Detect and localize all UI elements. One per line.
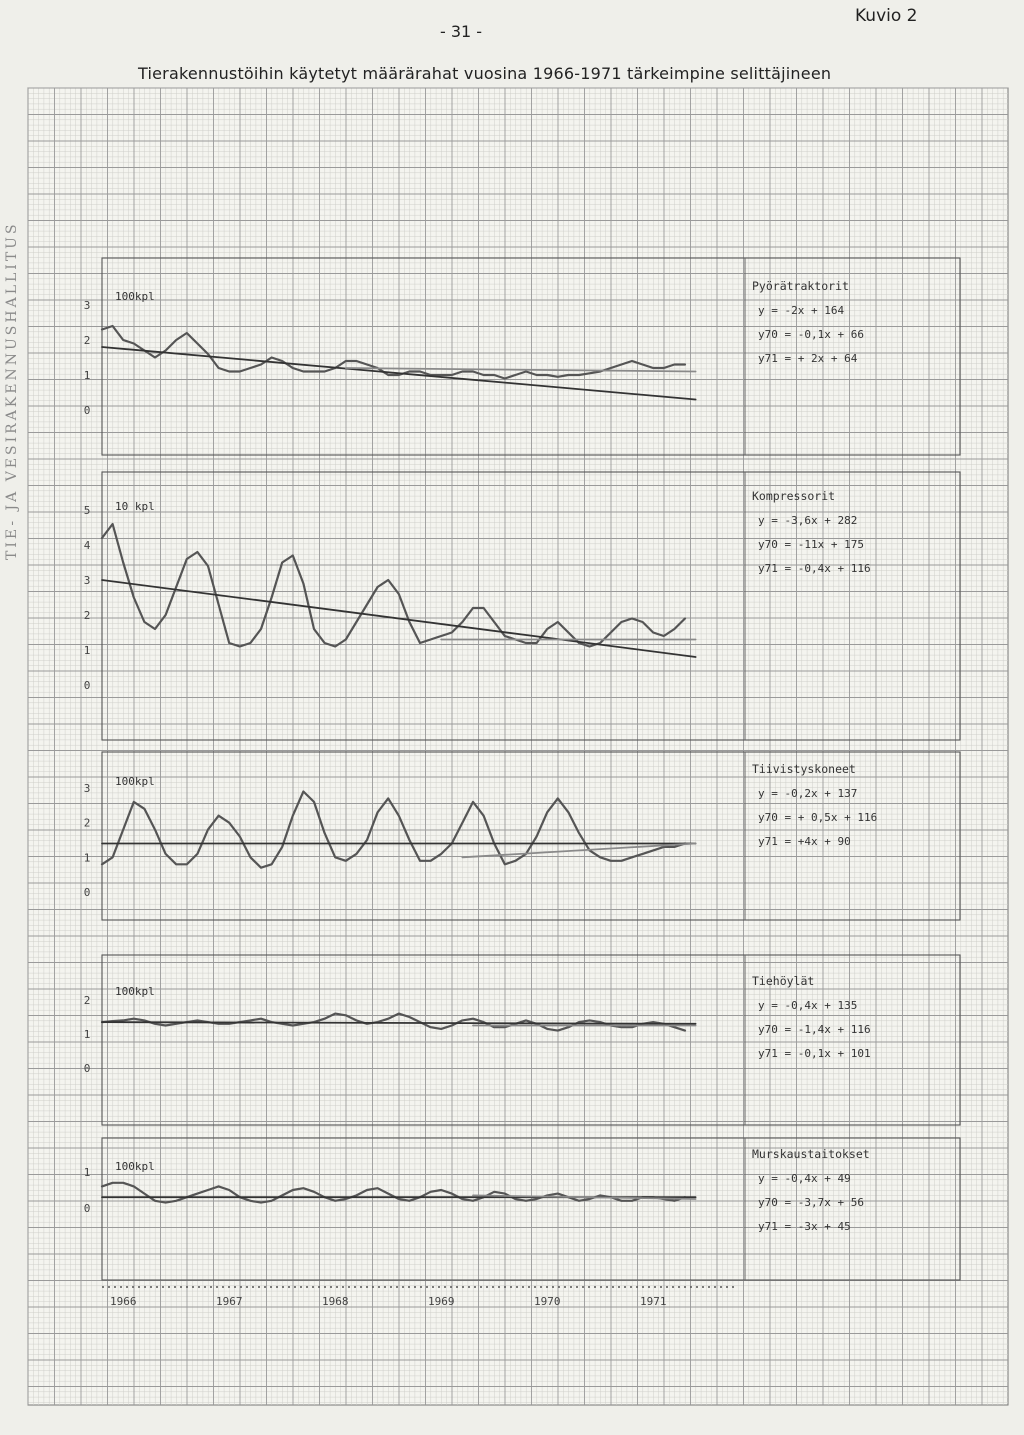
y-tick-label: 1 xyxy=(83,851,91,865)
y-tick-label: 3 xyxy=(83,299,91,312)
unit-label: 100kpl xyxy=(115,1160,155,1173)
equation-label: y71 = +4x + 90 xyxy=(758,835,851,848)
equation-label: y71 = + 2x + 64 xyxy=(758,352,858,365)
x-tick-label: 1971 xyxy=(640,1295,667,1308)
y-tick-label: 2 xyxy=(83,994,91,1007)
x-tick-label: 1970 xyxy=(534,1295,561,1308)
y-tick-label: 0 xyxy=(83,1202,91,1215)
y-tick-label: 0 xyxy=(83,1062,91,1075)
y-tick-label: 2 xyxy=(83,816,91,830)
equation-label: y = -0,4x + 49 xyxy=(758,1172,851,1185)
y-tick-label: 0 xyxy=(83,679,91,692)
equation-label: y71 = -0,1x + 101 xyxy=(758,1047,871,1060)
x-tick-label: 1966 xyxy=(110,1295,137,1308)
page-title: Tierakennustöihin käytetyt määrärahat vuosina 1966-1971 tärkeimpine selittäjineen xyxy=(138,64,832,83)
panel-title: Pyörätraktorit xyxy=(752,279,849,293)
equation-label: y71 = -0,4x + 116 xyxy=(758,562,871,575)
panel-title: Kompressorit xyxy=(752,489,836,503)
y-tick-label: 4 xyxy=(83,539,91,552)
panel-title: Murskaustaitokset xyxy=(752,1147,870,1161)
y-tick-label: 5 xyxy=(83,504,91,517)
equation-label: y = -3,6x + 282 xyxy=(758,514,858,527)
side-stamp: TIE- JA VESIRAKENNUSHALLITUS xyxy=(4,221,20,560)
y-tick-label: 3 xyxy=(83,782,91,795)
x-tick-label: 1968 xyxy=(322,1295,349,1308)
unit-label: 100kpl xyxy=(115,775,155,788)
equation-label: y70 = + 0,5x + 116 xyxy=(758,811,878,824)
equation-label: y70 = -3,7x + 56 xyxy=(758,1196,864,1209)
equation-label: y = -0,2x + 137 xyxy=(758,787,858,800)
unit-label: 100kpl xyxy=(115,290,155,303)
equation-label: y = -2x + 164 xyxy=(758,304,845,317)
equation-label: y70 = -1,4x + 116 xyxy=(758,1023,871,1036)
y-tick-label: 1 xyxy=(83,1028,91,1041)
x-tick-label: 1967 xyxy=(216,1295,243,1308)
page-number: - 31 - xyxy=(440,22,483,41)
y-tick-label: 2 xyxy=(83,334,91,347)
y-tick-label: 0 xyxy=(83,886,91,899)
panel-title: Tiehöylät xyxy=(752,974,815,988)
y-tick-label: 1 xyxy=(83,644,91,657)
panel-title: Tiivistyskoneet xyxy=(752,762,856,776)
y-tick-label: 2 xyxy=(83,609,91,622)
equation-label: y70 = -11x + 175 xyxy=(758,538,864,551)
x-tick-label: 1969 xyxy=(428,1295,455,1308)
unit-label: 10 kpl xyxy=(115,500,155,513)
equation-label: y71 = -3x + 45 xyxy=(758,1220,851,1233)
unit-label: 100kpl xyxy=(115,985,155,998)
equation-label: y70 = -0,1x + 66 xyxy=(758,328,864,341)
equation-label: y = -0,4x + 135 xyxy=(758,999,858,1012)
y-tick-label: 3 xyxy=(83,574,91,587)
y-tick-label: 1 xyxy=(83,369,91,382)
y-tick-label: 1 xyxy=(83,1166,91,1179)
figure-label: Kuvio 2 xyxy=(855,6,918,26)
y-tick-label: 0 xyxy=(83,404,91,417)
